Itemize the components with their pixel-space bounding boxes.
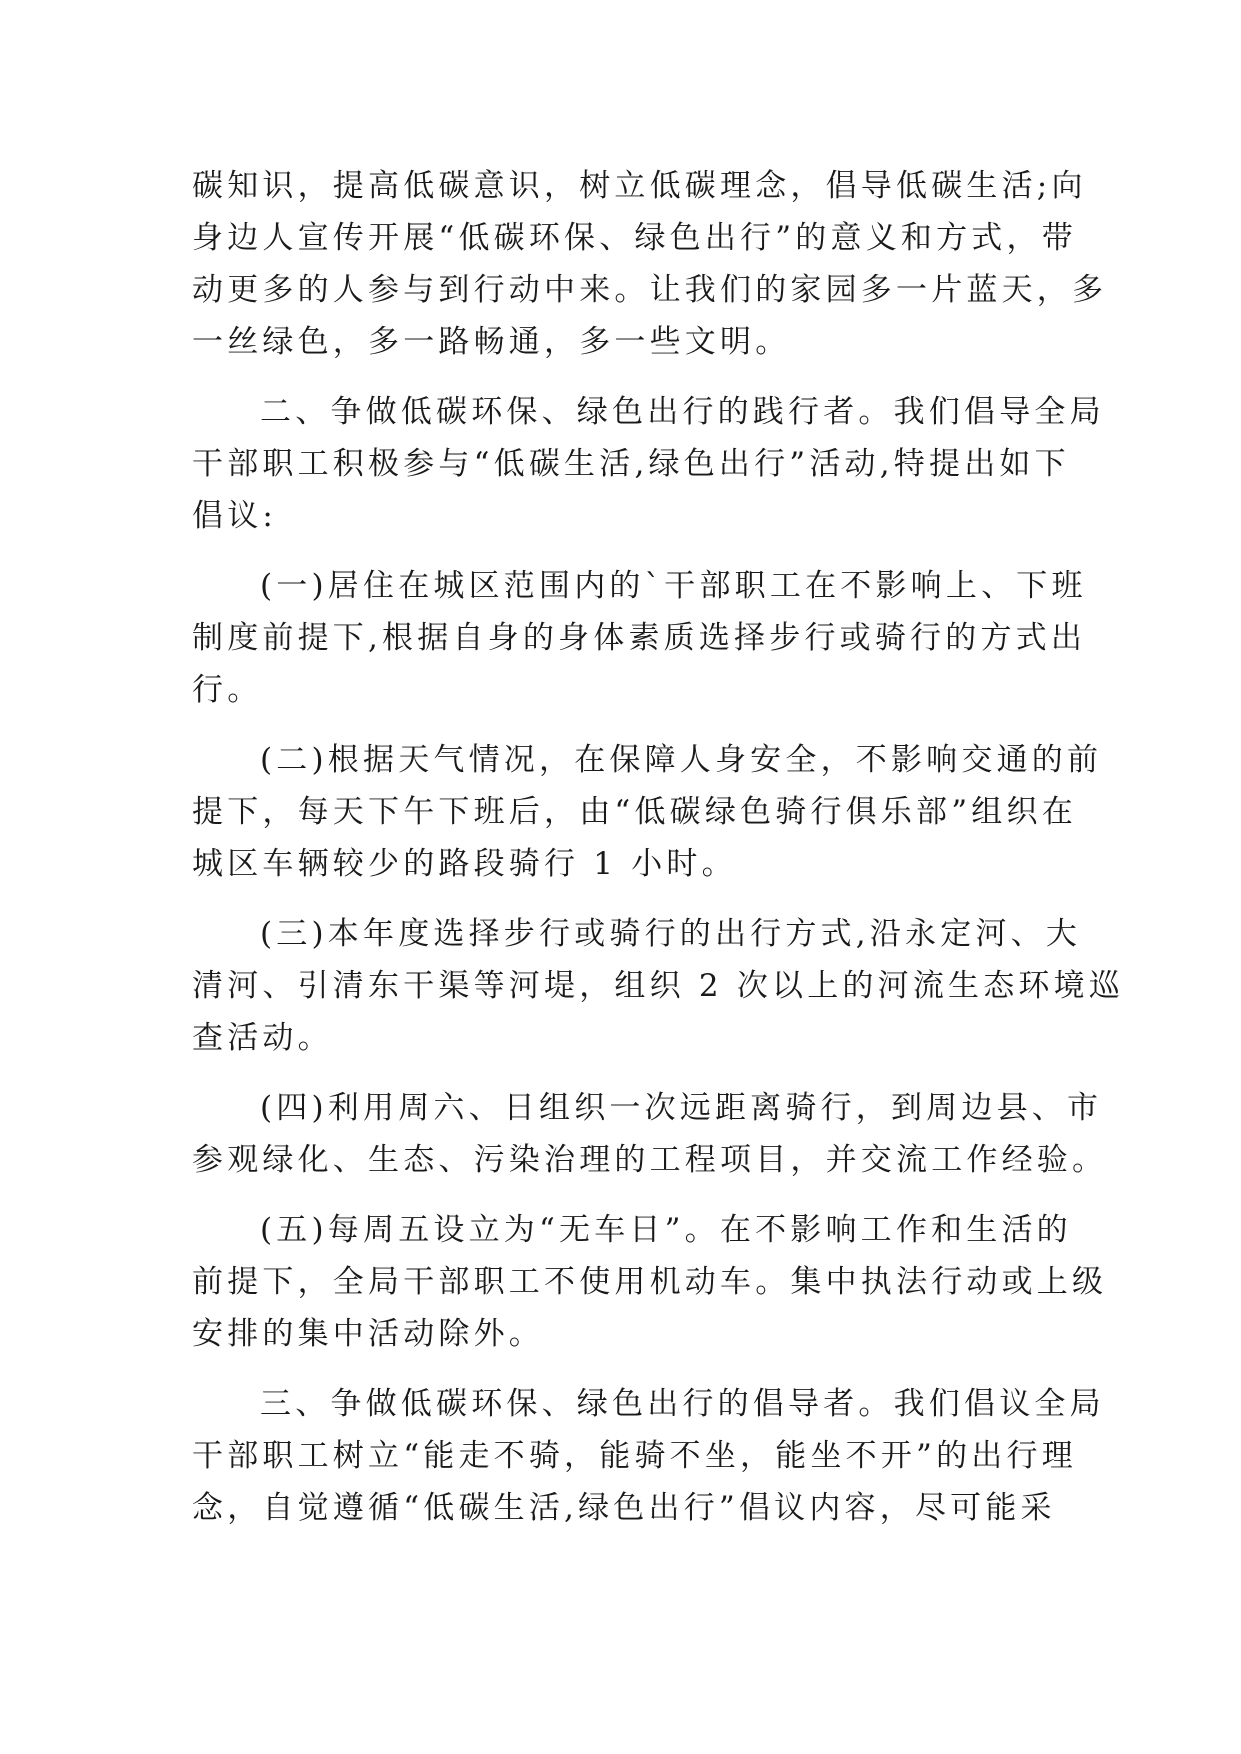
text-line: 干部职工积极参与“低碳生活,绿色出行”活动,特提出如下 — [192, 446, 1070, 482]
text-line: 一丝绿色，多一路畅通，多一些文明。 — [192, 324, 791, 360]
text-line: 行。 — [192, 672, 263, 708]
list-item-line: (一)居住在城区范围内的`干部职工在不影响上、下班 — [260, 568, 1087, 604]
list-item-line: (二)根据天气情况，在保障人身安全，不影响交通的前 — [260, 742, 1103, 778]
text-line: 城区车辆较少的路段骑行 1 小时。 — [192, 846, 737, 882]
text-line: 前提下，全局干部职工不使用机动车。集中执法行动或上级 — [192, 1264, 1108, 1300]
text-line: 动更多的人参与到行动中来。让我们的家园多一片蓝天，多 — [192, 272, 1108, 308]
text-line: 碳知识，提高低碳意识，树立低碳理念，倡导低碳生活;向 — [192, 168, 1087, 204]
text-line: 身边人宣传开展“低碳环保、绿色出行”的意义和方式，带 — [192, 220, 1077, 256]
document-body — [192, 160, 1125, 1534]
text-line: 念，自觉遵循“低碳生活,绿色出行”倡议内容，尽可能采 — [192, 1490, 1056, 1526]
text-line: 参观绿化、生态、污染治理的工程项目，并交流工作经验。 — [192, 1142, 1108, 1178]
list-item-line: (三)本年度选择步行或骑行的出行方式,沿永定河、大 — [260, 916, 1082, 952]
text-line: 提下，每天下午下班后，由“低碳绿色骑行俱乐部”组织在 — [192, 794, 1077, 830]
text-line: 干部职工树立“能走不骑，能骑不坐，能坐不开”的出行理 — [192, 1438, 1077, 1474]
text-line: 制度前提下,根据自身的身体素质选择步行或骑行的方式出 — [192, 620, 1087, 656]
text-line: 查活动。 — [192, 1020, 333, 1056]
text-line: 清河、引清东干渠等河堤，组织 2 次以上的河流生态环境巡 — [192, 968, 1125, 1004]
section-heading-line: 三、争做低碳环保、绿色出行的倡导者。我们倡议全局 — [260, 1386, 1105, 1422]
text-line: 倡议: — [192, 498, 278, 534]
list-item-line: (五)每周五设立为“无车日”。在不影响工作和生活的 — [260, 1212, 1072, 1248]
text-line: 安排的集中活动除外。 — [192, 1316, 544, 1352]
section-heading-line: 二、争做低碳环保、绿色出行的践行者。我们倡导全局 — [260, 394, 1105, 430]
list-item-line: (四)利用周六、日组织一次远距离骑行，到周边县、市 — [260, 1090, 1103, 1126]
